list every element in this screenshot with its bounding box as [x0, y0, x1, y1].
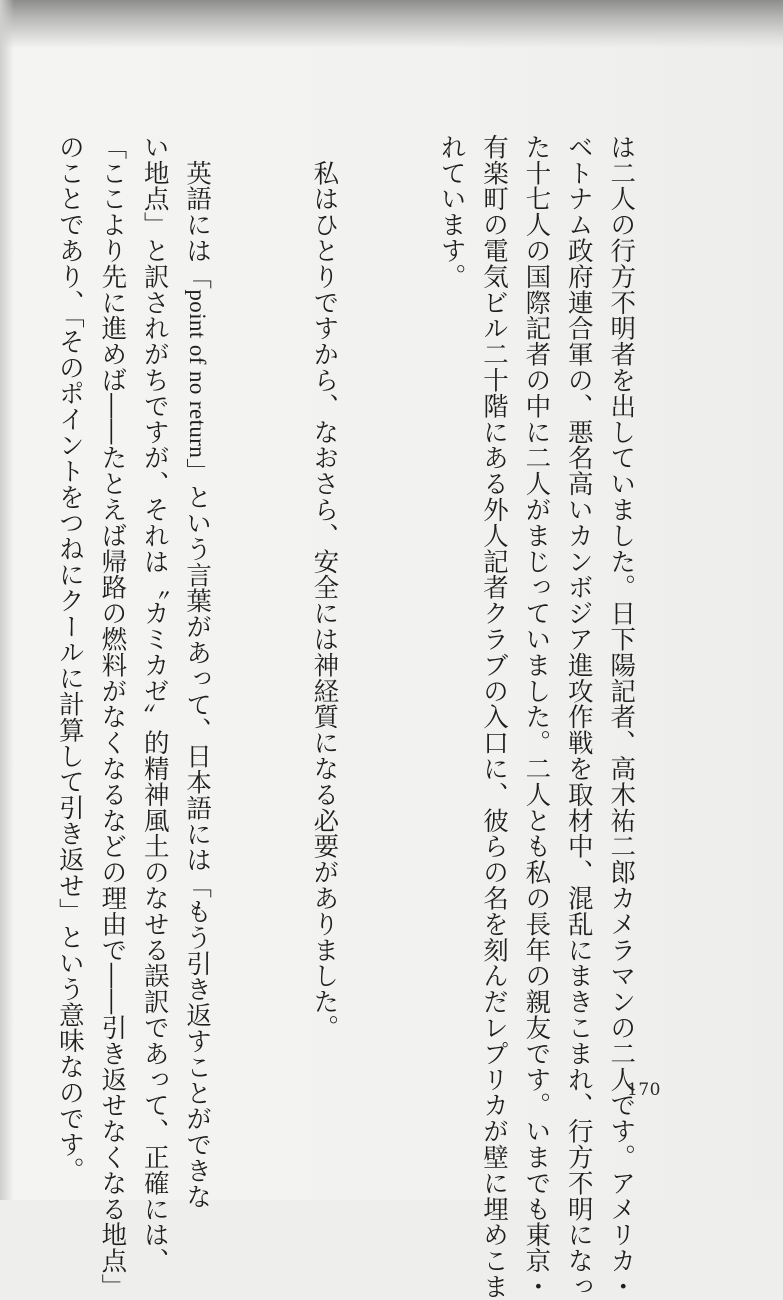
text-line: 「ここより先に進めば――たとえば帰路の燃料がなくなるなどの理由で――引き返せなくなる地点」 — [97, 134, 128, 1300]
text-line: 有楽町の電気ビル二十階にある外人記者クラブの入口に、彼らの名を刻んだレプリカが壁に埋めこま — [478, 134, 509, 1300]
scan-top-shadow — [0, 0, 783, 48]
text-line: 私はひとりですから、なおさら、安全には神経質になる必要がありました。 — [309, 134, 340, 1041]
paragraph-1 — [430, 134, 642, 1300]
text-segment: 英語には「 — [182, 134, 213, 290]
text-line: れています。 — [436, 134, 467, 290]
text-line: い地点」と訳されがちですが、それは〝カミカゼ〟的精神風土のなせる誤訳であって、正確には、 — [139, 134, 170, 1274]
paragraph-3 — [49, 134, 219, 1300]
text-line: は二人の行方不明者を出していました。日下陽記者、高木祐二郎カメラマンの二人です。アメリカ・ — [606, 134, 637, 1300]
text-line: ベトナム政府連合軍の、悪名高いカンボジア進攻作戦を取材中、混乱にまきこまれ、行方不明になっ — [563, 134, 594, 1300]
paragraph-2 — [303, 134, 345, 1054]
bleed-through-header — [505, 92, 745, 118]
text-segment: 」という言葉があって、日本語には「もう引き返すことができな — [182, 458, 213, 1210]
page-number: 170 — [627, 1080, 661, 1100]
text-line: た十七人の国際記者の中に二人がまじっていました。二人とも私の長年の親友です。いまでも東京・ — [521, 134, 552, 1300]
text-line: のことであり、「そのポイントをつねにクールに計算して引き返せ」という意味なのです。 — [54, 134, 85, 1184]
latin-phrase: point of no return — [185, 289, 211, 459]
